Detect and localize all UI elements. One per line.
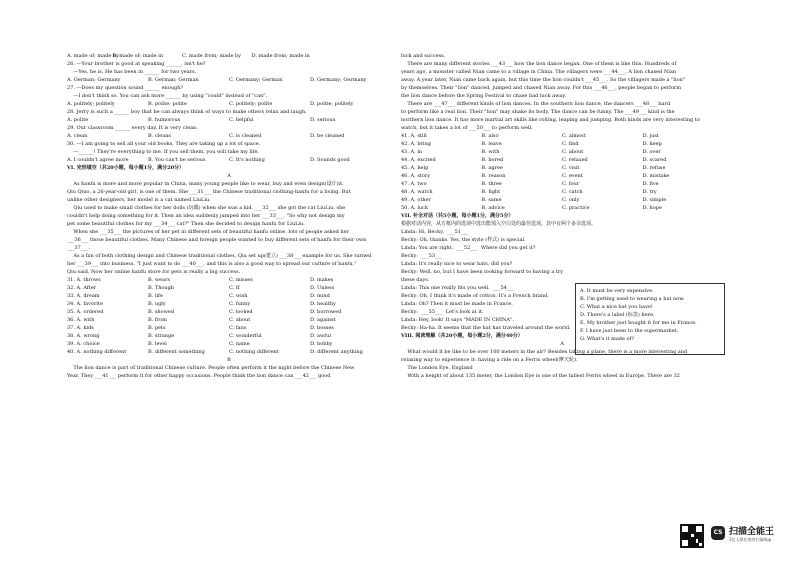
- text-line: ___36___ those beautiful clothes. Many Chinese and foreign people wanted to buy different sets of hanfu for their own: [67, 237, 367, 243]
- option: D. Sounds good: [310, 157, 350, 163]
- option: C. almost: [562, 133, 586, 139]
- option: 43. A. in: [401, 149, 423, 155]
- text-line: Qiu used to make small clothes for her dolls (玩偶) when she was a kid. ___32___ she got the cat LiuLiu, she: [67, 205, 346, 211]
- option: C. wonderful: [229, 333, 262, 339]
- option: 49. A. other: [401, 197, 431, 203]
- option: B. from: [148, 317, 167, 323]
- option-row: [67, 316, 391, 324]
- option: B. German; German: [148, 77, 199, 83]
- text-line: Becky: ___55___ Let's look at it.: [401, 309, 484, 315]
- option: 50. A. luck: [401, 205, 428, 211]
- text-line: watch, but it takes a lot of ___50___ to perform well.: [401, 125, 533, 131]
- text-line: —I don't think so. You can ask more ______ by using "could" instead of "can".: [67, 93, 268, 99]
- text-line: unlike other designers, her model is a cat named LiuLiu.: [67, 197, 211, 203]
- text-line: Becky: ___53___: [401, 253, 443, 259]
- option: C. funny: [229, 301, 251, 307]
- option: D. refuse: [642, 165, 666, 171]
- option: B. bored: [481, 157, 504, 163]
- option-row: [67, 300, 391, 308]
- option: C. relaxed: [562, 157, 588, 163]
- option: C. visit: [562, 165, 580, 171]
- option-row: [67, 340, 391, 348]
- dialogue-option: E. My brother just bought it for me in France.: [580, 320, 697, 326]
- option-row: [67, 292, 391, 300]
- option: B. level: [148, 341, 167, 347]
- text-line: 26. —Your brother is good at speaking ______, isn't he?: [67, 61, 206, 67]
- camscanner-logo-icon: CS: [711, 526, 725, 540]
- option: 47. A. two: [401, 181, 427, 187]
- option: 40. A. nothing different: [67, 349, 127, 355]
- option-row: [67, 276, 391, 284]
- option: B. also: [481, 133, 499, 139]
- option: C. find: [562, 141, 579, 147]
- option: C. If: [229, 285, 240, 291]
- option: 37. A. kids: [67, 325, 94, 331]
- text-line: Linda: This one really fits you well. ___54___: [401, 285, 515, 291]
- text-line: Linda: Hi, Becky. ___51___: [401, 229, 469, 235]
- option: B. You can't be serious: [148, 157, 206, 163]
- passage-label: B: [227, 357, 231, 363]
- option: B. humorous: [148, 117, 181, 123]
- option: 36. A. with: [67, 317, 95, 323]
- text-line: couldn't help doing something for it. Then an idea suddenly jumped into her ___33___. "So why not design my: [67, 213, 345, 219]
- option: B. ugly: [148, 301, 166, 307]
- text-line: northern lion dance. It has more martial art skills like rolling, leaping and jumping. Both kinds are very interesting to: [401, 117, 700, 123]
- option: B. reason: [481, 173, 506, 179]
- option: C. practice: [562, 205, 590, 211]
- option-row: [401, 132, 723, 140]
- text-line: the lion dance before the Spring Festival to chase bad luck away.: [401, 93, 567, 99]
- option-row: [67, 156, 391, 164]
- text-line: away. A year later, Nian came back again, but this time the lion couldn't ___45___. So the villagers made a "lion": [401, 77, 686, 83]
- option: C. event: [562, 173, 583, 179]
- text-line: The London Eye, England: [401, 365, 473, 371]
- qr-code: [680, 524, 704, 548]
- option-row: [401, 188, 723, 196]
- option: 39. A. choice: [67, 341, 100, 347]
- option-row: [67, 116, 391, 124]
- text-line: relaxing way to experience it: having a ride on a Ferris wheel(摩天轮).: [401, 357, 578, 363]
- section-heading: VIII. 阅读理解（共20小题，每小题2分，满分40分）: [401, 333, 523, 339]
- option: C. fans: [229, 325, 247, 331]
- option-row: [67, 348, 391, 356]
- option: D. be cleaned: [310, 133, 345, 139]
- option: D. mind: [310, 293, 330, 299]
- option: D. serious: [310, 117, 336, 123]
- text-line: Becky: Oh, thanks. Yes, the style (样式) is special.: [401, 237, 526, 243]
- text-line: 根据对话内容，从方框内的选项中选出能填入空白处的最佳选项，其中有两个多余选项。: [401, 221, 597, 227]
- option: D. mistake: [642, 173, 670, 179]
- option: C. wish: [229, 293, 248, 299]
- text-line: pet some beautiful clothes for my ___34___ cat?" Then she decided to design hanfu for LiuLiu.: [67, 221, 305, 227]
- option: C. looked: [229, 309, 253, 315]
- dialogue-option: G. What's it made of?: [580, 336, 635, 342]
- option: B. showed: [148, 309, 175, 315]
- section-heading: VII. 补全对话（共5小题，每小题1分，满分5分）: [401, 213, 514, 219]
- text-line: As hanfu is more and more popular in China, many young people like to wear, buy and even design(设计)it.: [67, 181, 344, 187]
- option-row: [401, 204, 723, 212]
- option: D. bosses: [310, 325, 334, 331]
- option: D. hobby: [310, 341, 333, 347]
- text-line: by themselves. Their "lion" danced, jumped and chased Nian away. For this ___46___, people began to perform: [401, 85, 682, 91]
- section-heading: VI. 完形填空（共20小题，每小题1分，满分20分）: [67, 165, 185, 171]
- option-row: [401, 196, 723, 204]
- dialogue-options-box: [575, 283, 725, 355]
- option: D. simple: [642, 197, 667, 203]
- text-line: As a fan of both clothing design and Chinese traditional clothes, Qiu set up(建立) ___38___ example for us. She turned: [67, 253, 372, 259]
- option-row: [67, 324, 391, 332]
- option: 41. A. still: [401, 133, 427, 139]
- text-line: Qiu said. Now her online hanfu store for pets is really a big success.: [67, 269, 241, 275]
- text-line: Linda: Hey, look! It says "MADE IN CHINA".: [401, 317, 514, 323]
- text-line: ___37___.: [67, 245, 90, 251]
- option: C. helpful: [229, 117, 254, 123]
- text-line: The lion dance is part of traditional Chinese culture. People often perform it the night before the Chinese New: [67, 365, 355, 371]
- text-line: There are ___47___ different kinds of lion dances. In the southern lion dance, the dancers ___48___ hard: [401, 101, 671, 107]
- option: B. same: [481, 197, 502, 203]
- option: D. hope: [642, 205, 662, 211]
- option: D. borrowed: [310, 309, 342, 315]
- text-line: 28. Jerry is such a ______ boy that he can always think of ways to make others relax and laugh.: [67, 109, 307, 115]
- option: D. five: [642, 181, 659, 187]
- dialogue-option: A. It must be very expensive.: [580, 288, 654, 294]
- option-row: [67, 100, 391, 108]
- text-line: Qiu Qiuo, a 26-year-old girl, is one of them. She ___31___ the Chinese traditional clothing-hanfu for a living. But: [67, 189, 351, 195]
- option: 31. A. throws: [67, 277, 101, 283]
- option: B. life: [148, 293, 163, 299]
- option: D. scared: [642, 157, 667, 163]
- option: 44. A. excited: [401, 157, 436, 163]
- text-line: luck and success.: [401, 53, 446, 59]
- dialogue-option: B. I'm getting used to wearing a hat now.: [580, 296, 685, 302]
- option: B. agree: [481, 165, 503, 171]
- option: 45. A. help: [401, 165, 429, 171]
- text-line: to perform like a real lion. Their "lion" may shake its body. The dance can be funny. The ___49___ kind is the: [401, 109, 675, 115]
- text-line: There are many different stories ___43___ how the lion dance began. One of them is like this: Hundreds of: [401, 61, 677, 67]
- option-row: [67, 132, 391, 140]
- option: D. healthy: [310, 301, 336, 307]
- option: B. strange: [148, 333, 175, 339]
- option: B. polite; polite: [148, 101, 187, 107]
- text-line: 29. Our classroom ______ every day. It is very clean.: [67, 125, 198, 131]
- text-line: years ago, a monster called Nian came to a village in China. The villagers were ___44___. A lion chased Nian: [401, 69, 677, 75]
- option: C. nothing different: [229, 349, 279, 355]
- option-row: [401, 164, 723, 172]
- option: D. keep: [642, 141, 662, 147]
- dialogue-option: D. There's a label (标签) here.: [580, 312, 655, 318]
- option-row: [67, 284, 391, 292]
- option: B. pets: [148, 325, 166, 331]
- option: C. It's nothing: [229, 157, 265, 163]
- option-row: [67, 76, 391, 84]
- left-column: [67, 52, 391, 380]
- option: D. polite; politely: [310, 101, 354, 107]
- option: D. over: [642, 149, 661, 155]
- option: B. Though: [148, 285, 175, 291]
- text-line: Year. They ___41___ perform it for other happy occasions. People think the lion dance can ___42___ good: [67, 373, 331, 379]
- option: D. Germany; Germany: [310, 77, 367, 83]
- option: 42. A. bring: [401, 141, 431, 147]
- option: A. polite: [67, 117, 89, 123]
- option: A. made of; made by: [67, 53, 119, 59]
- option: D. against: [310, 317, 336, 323]
- option: D. made from; made in: [251, 53, 310, 59]
- text-line: Linda: It's really nice to wear hats, did you?: [401, 261, 513, 267]
- option: 34. A. favorite: [67, 301, 103, 307]
- option-row: [401, 180, 723, 188]
- scanner-app-name: 扫描全能王: [729, 527, 775, 537]
- option-row: [67, 52, 391, 60]
- option: C. about: [229, 317, 251, 323]
- text-line: Becky: Well, no, but I have been looking forward to having a try: [401, 269, 564, 275]
- text-line: these days.: [401, 277, 430, 283]
- text-line: her ___39___ into business. "I just want to do ___40___, and this is also a good way to spread our culture of hanfu.": [67, 261, 357, 267]
- option: B. different something: [148, 349, 205, 355]
- text-line: Linda: Oh? Then it must be made in France.: [401, 301, 513, 307]
- option: C. politely; polite: [229, 101, 273, 107]
- dialogue-option: F. I have just been to the supermarket.: [580, 328, 679, 334]
- dialogue-option: C. What a nice hat you have!: [580, 304, 653, 310]
- option: C. about: [562, 149, 584, 155]
- option: D. Unless: [310, 285, 335, 291]
- text-line: —Yes, he is. He has been in ______ for two years.: [67, 69, 197, 75]
- option: B. fight: [481, 189, 501, 195]
- option: B. made of; made in: [112, 53, 164, 59]
- option: D. makes: [310, 277, 334, 283]
- option: D. just: [642, 133, 659, 139]
- option: B. cleans: [148, 133, 171, 139]
- option: C. only: [562, 197, 580, 203]
- option: 46. A. story: [401, 173, 431, 179]
- passage-label: A: [560, 341, 564, 347]
- option: C. name: [229, 341, 250, 347]
- option: 32. A. After: [67, 285, 97, 291]
- passage-label: A: [227, 173, 231, 179]
- option: D. try: [642, 189, 657, 195]
- option: 33. A. dream: [67, 293, 100, 299]
- option: C. four: [562, 181, 580, 187]
- option: C. catch: [562, 189, 583, 195]
- text-line: What would it be like to be over 100 meters in the air? Besides taking a plane, there is a more interesting and: [401, 349, 688, 355]
- option: 38. A. wrong: [67, 333, 100, 339]
- option: B. three: [481, 181, 502, 187]
- option-row: [401, 148, 723, 156]
- text-line: —______! They're everything to me. If you sell them, you will take my life.: [67, 149, 260, 155]
- text-line: Becky: Oh, I think it's made of cotton. It's a French brand.: [401, 293, 549, 299]
- option-row: [401, 140, 723, 148]
- option: C. is cleaned: [229, 133, 262, 139]
- option: 35. A. ordered: [67, 309, 104, 315]
- option-row: [401, 172, 723, 180]
- scanner-app-tagline: 3亿人都在用的扫描App: [729, 537, 772, 542]
- option: B. with: [481, 149, 500, 155]
- option: B. advice: [481, 205, 505, 211]
- option: 48. A. watch: [401, 189, 433, 195]
- text-line: 27. —Does my question sound ______ enough?: [67, 85, 184, 91]
- option-row: [67, 332, 391, 340]
- option: B. leave: [481, 141, 502, 147]
- text-line: When she ___35___ the pictures of her pet in different sets of beautiful hanfu online, lots of people asked her: [67, 229, 350, 235]
- text-line: Becky: Ha-ha. It seems that the hat has traveled around the world.: [401, 325, 571, 331]
- text-line: 30. —I am going to sell all your old books. They are taking up a lot of space.: [67, 141, 261, 147]
- option: A. clean: [67, 133, 88, 139]
- option: C. misses: [229, 277, 253, 283]
- option: D. different anything: [310, 349, 363, 355]
- text-line: With a height of about 135 meter, the London Eye is one of the tallest Ferris wheel in Europe. There are 32: [401, 373, 680, 379]
- option: C. Germany; German: [229, 77, 283, 83]
- option: D. awful: [310, 333, 331, 339]
- option-row: [401, 156, 723, 164]
- option: A. I couldn't agree more: [67, 157, 129, 163]
- option: A. politely; politely: [67, 101, 115, 107]
- option-row: [67, 308, 391, 316]
- option: A. German; Germany: [67, 77, 121, 83]
- option: B. wears: [148, 277, 171, 283]
- text-line: Linda: You are right. ___52___ Where did you get it?: [401, 245, 536, 251]
- option: C. made from; made by: [182, 53, 242, 59]
